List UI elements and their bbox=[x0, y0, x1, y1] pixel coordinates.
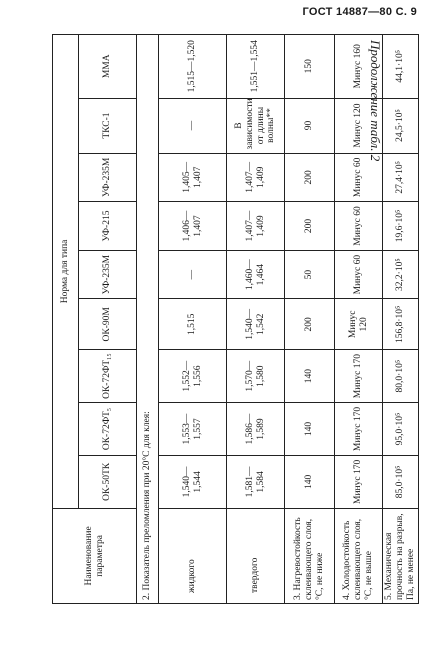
column-header: ММА bbox=[79, 35, 137, 99]
cell-line: 1,553— bbox=[181, 413, 192, 445]
cell-line: 1,464 bbox=[255, 263, 266, 286]
cell-line: 1,407 bbox=[192, 166, 203, 189]
cell-line: 1,540— bbox=[244, 308, 255, 340]
table-cell: 19,6·10⁵ bbox=[383, 202, 419, 251]
cell-line: 1,407— bbox=[244, 161, 255, 193]
cell-line: 1,407— bbox=[244, 210, 255, 242]
cell-line: — bbox=[187, 269, 198, 280]
table-cell bbox=[159, 202, 227, 251]
continuation-note: Продолжение табл. 2 bbox=[368, 40, 383, 162]
column-header: ОК-90М bbox=[79, 299, 137, 350]
table-row bbox=[137, 35, 159, 604]
table-cell bbox=[159, 35, 227, 99]
table-cell: 140 bbox=[285, 455, 335, 508]
row-label: 4. Холодостойкость склеивающего слоя, °С, не выше bbox=[335, 508, 383, 603]
param-header: Наименование параметра bbox=[53, 508, 137, 603]
cell-line: 1,542 bbox=[255, 313, 266, 336]
cell-line: 1,552— bbox=[181, 360, 192, 392]
table-cell bbox=[159, 299, 227, 350]
table-cell: 85,0·10⁵ bbox=[383, 455, 419, 508]
column-header: УФ-215 bbox=[79, 202, 137, 251]
column-header: УФ-235М bbox=[79, 250, 137, 299]
table-cell: 140 bbox=[285, 350, 335, 403]
table-row bbox=[285, 35, 335, 604]
table-cell: 200 bbox=[285, 299, 335, 350]
table-cell: Минус 120 bbox=[335, 98, 383, 153]
page-header: ГОСТ 14887—80 С. 9 bbox=[302, 6, 417, 18]
column-header: УФ-235М bbox=[79, 153, 137, 202]
table-cell: 200 bbox=[285, 153, 335, 202]
cell-line: 1,586— bbox=[244, 413, 255, 445]
table-cell: 156,8·10⁵ bbox=[383, 299, 419, 350]
cell-line: 1,515 bbox=[187, 313, 198, 336]
table-cell bbox=[159, 350, 227, 403]
table-cell: Минус 60 bbox=[335, 250, 383, 299]
table-cell bbox=[159, 403, 227, 456]
cell-line: 1,406— bbox=[181, 210, 192, 242]
table-cell bbox=[227, 153, 285, 202]
column-header: ТКС-1 bbox=[79, 98, 137, 153]
row-sublabel: твердого bbox=[227, 508, 285, 603]
table-cell bbox=[159, 153, 227, 202]
table-cell: Минус 170 bbox=[335, 403, 383, 456]
cell-line: — bbox=[187, 120, 198, 131]
table-cell: 90 bbox=[285, 98, 335, 153]
table-cell: 95,0·10⁵ bbox=[383, 403, 419, 456]
cell-line: 1,580 bbox=[255, 365, 266, 387]
cell-line: 1,557 bbox=[192, 418, 203, 440]
table-row bbox=[335, 35, 383, 604]
cell-line: 1,584 bbox=[255, 471, 266, 493]
cell-line: 1,540— bbox=[181, 466, 192, 498]
cell-line: 1,589 bbox=[255, 418, 266, 440]
table-cell bbox=[227, 299, 285, 350]
table-cell: 80,0·10⁵ bbox=[383, 350, 419, 403]
column-header: ОК-50ТК bbox=[79, 455, 137, 508]
table-row bbox=[227, 35, 285, 604]
cell-line: 1,556 bbox=[192, 365, 203, 387]
table-cell bbox=[227, 98, 285, 153]
row-label: 3. Нагревостойкость склеивающего слоя, °С, не ниже bbox=[285, 508, 335, 603]
table-cell bbox=[227, 35, 285, 99]
cell-line: 1,581— bbox=[244, 466, 255, 498]
cell-line: 1,409 bbox=[255, 166, 266, 189]
cell-line: 1,409 bbox=[255, 215, 266, 237]
table-cell bbox=[227, 250, 285, 299]
column-header: ОК-72ФТ₁₅ bbox=[79, 350, 137, 403]
cell-line: 1,515—1,520 bbox=[187, 40, 198, 93]
cell-line: В зависимости от длины волны** bbox=[233, 98, 277, 150]
table-cell bbox=[159, 98, 227, 153]
row-label: 2. Показатель преломления при 20°С для клея: bbox=[137, 35, 159, 604]
column-header: ОК-72ФТ₅ bbox=[79, 403, 137, 456]
table-cell bbox=[227, 403, 285, 456]
table-cell bbox=[227, 202, 285, 251]
table-cell: Минус 170 bbox=[335, 350, 383, 403]
table-cell bbox=[159, 250, 227, 299]
table-cell: 44,1·10⁵ bbox=[383, 35, 419, 99]
table-cell: 50 bbox=[285, 250, 335, 299]
table-cell: 32,2·10⁵ bbox=[383, 250, 419, 299]
table-cell: Минус 120 bbox=[335, 299, 383, 350]
table-cell: Минус 170 bbox=[335, 455, 383, 508]
table-cell: 200 bbox=[285, 202, 335, 251]
table-cell bbox=[227, 350, 285, 403]
cell-line: 1,551—1,554 bbox=[250, 40, 261, 93]
table-cell: Минус 160 bbox=[335, 35, 383, 99]
norm-header: Норма для типа bbox=[53, 35, 79, 509]
cell-line: 1,405— bbox=[181, 161, 192, 193]
properties-table bbox=[52, 34, 419, 604]
table-cell: Минус 60 bbox=[335, 202, 383, 251]
table-cell: 150 bbox=[285, 35, 335, 99]
table-cell: 27,4·10⁵ bbox=[383, 153, 419, 202]
table-cell bbox=[159, 455, 227, 508]
table-cell: 24,5·10⁵ bbox=[383, 98, 419, 153]
cell-line: 1,544 bbox=[192, 471, 203, 493]
table-cell bbox=[227, 455, 285, 508]
cell-line: 1,460— bbox=[244, 259, 255, 291]
cell-line: 1,570— bbox=[244, 360, 255, 392]
cell-line: 1,407 bbox=[192, 215, 203, 237]
table-row bbox=[159, 35, 227, 604]
row-sublabel: жидкого bbox=[159, 508, 227, 603]
row-label: 5. Механическая прочность на разрыв, Па, не менее bbox=[383, 508, 419, 603]
table-cell: Минус 60 bbox=[335, 153, 383, 202]
table-cell: 140 bbox=[285, 403, 335, 456]
table-row bbox=[383, 35, 419, 604]
